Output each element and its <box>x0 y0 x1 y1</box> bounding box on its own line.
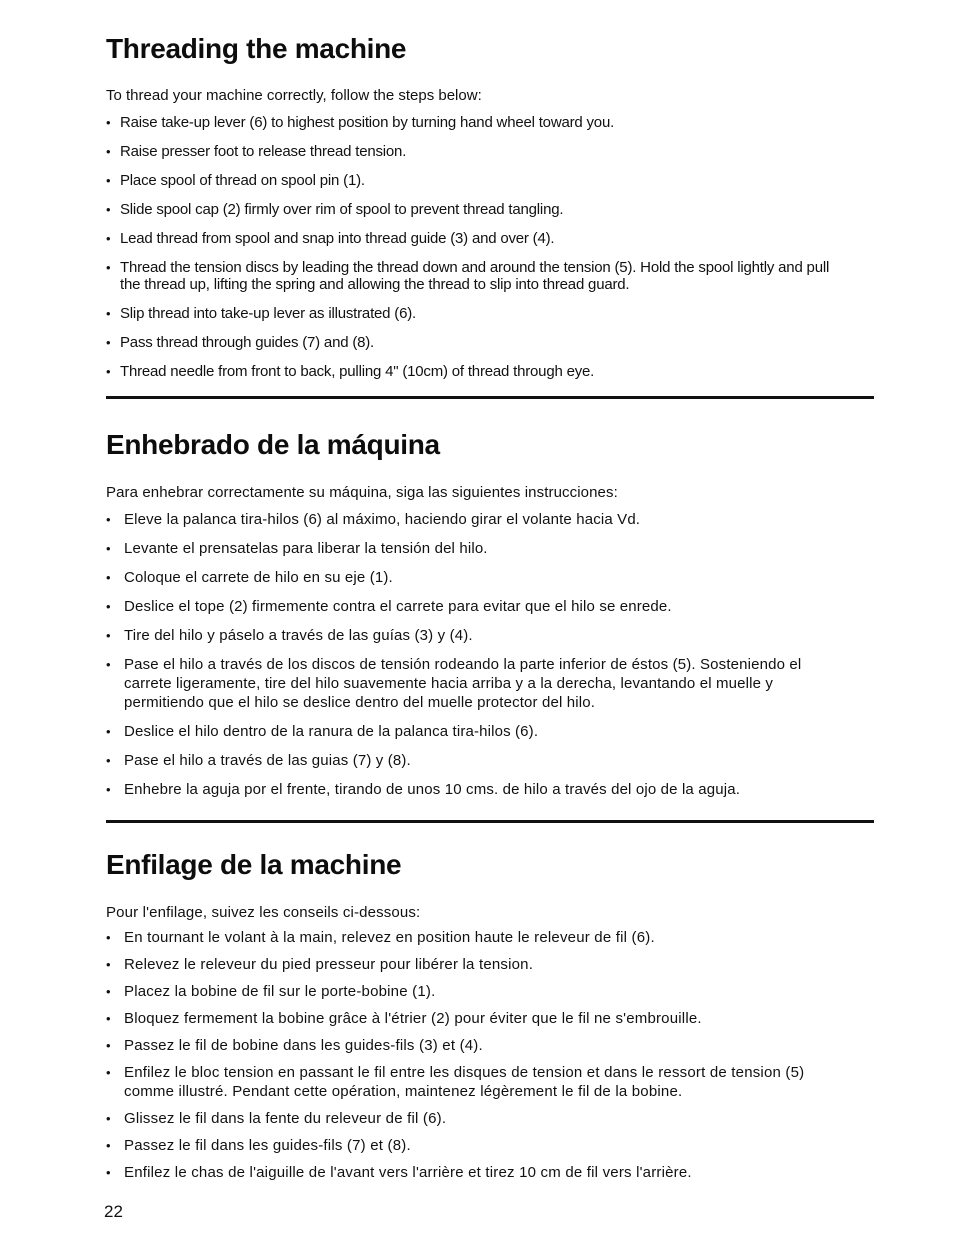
step-text: Pass thread through guides (7) and (8). <box>120 334 375 351</box>
section-spanish <box>106 428 846 799</box>
step-text: Placez la bobine de fil sur le porte-bobine (1). <box>124 983 436 1000</box>
step-text: Pase el hilo a través de las guias (7) y (8). <box>124 752 411 769</box>
step-text: Bloquez fermement la bobine grâce à l'étrier (2) pour éviter que le fil ne s'embrouille. <box>124 1010 702 1027</box>
bullet-icon: • <box>106 1165 111 1180</box>
step-item <box>106 655 846 712</box>
bullet-icon: • <box>106 260 111 275</box>
step-item <box>106 1063 846 1101</box>
step-item <box>106 955 846 974</box>
step-item <box>106 363 846 380</box>
bullet-icon: • <box>106 724 111 739</box>
step-item <box>106 305 846 322</box>
bullet-icon: • <box>106 1011 111 1026</box>
step-text: Raise take-up lever (6) to highest position by turning hand wheel toward you. <box>120 114 615 131</box>
step-text: Place spool of thread on spool pin (1). <box>120 172 365 189</box>
step-text: Eleve la palanca tira-hilos (6) al máximo, haciendo girar el volante hacia Vd. <box>124 511 641 528</box>
bullet-icon: • <box>106 144 111 159</box>
step-item <box>106 928 846 947</box>
step-text: Coloque el carrete de hilo en su eje (1). <box>124 569 393 586</box>
bullet-icon: • <box>106 957 111 972</box>
bullet-icon: • <box>106 512 111 527</box>
step-text: Deslice el hilo dentro de la ranura de la palanca tira-hilos (6). <box>124 723 539 740</box>
section-french <box>106 848 846 1182</box>
page-number: 22 <box>104 1202 123 1221</box>
bullet-icon: • <box>106 1038 111 1053</box>
step-item <box>106 626 846 645</box>
section-divider <box>106 396 874 399</box>
step-item <box>106 722 846 741</box>
step-item <box>106 1109 846 1128</box>
step-text: Raise presser foot to release thread tension. <box>120 143 407 160</box>
step-item <box>106 597 846 616</box>
section-heading: Enfilage de la machine <box>106 849 402 880</box>
section-intro: To thread your machine correctly, follow the steps below: <box>106 87 482 104</box>
step-text: Enfilez le chas de l'aiguille de l'avant vers l'arrière et tirez 10 cm de fil vers l'arrière. <box>124 1164 692 1181</box>
step-text: Slip thread into take-up lever as illustrated (6). <box>120 305 416 322</box>
bullet-icon: • <box>106 930 111 945</box>
step-item <box>106 539 846 558</box>
step-item <box>106 259 846 293</box>
step-text: Levante el prensatelas para liberar la tensión del hilo. <box>124 540 488 557</box>
step-item <box>106 982 846 1001</box>
step-text: Pase el hilo a través de los discos de tensión rodeando la parte inferior de éstos (5). Sosteniendo el carrete ligeramente, tire del hilo suavemente hacia arriba y a la derecha, levantando el muelle y permitiendo que el hilo se deslice dentro del muelle protector del hilo. <box>124 656 802 711</box>
step-text: Relevez le releveur du pied presseur pour libérer la tension. <box>124 956 534 973</box>
bullet-icon: • <box>106 173 111 188</box>
step-item <box>106 201 846 218</box>
step-item <box>106 1163 846 1182</box>
section-intro: Pour l'enfilage, suivez les conseils ci-dessous: <box>106 904 421 921</box>
step-text: Thread the tension discs by leading the thread down and around the tension (5). Hold the spool lightly and pull the thread up, lifting the spring and allowing the thread to slip into thread guard. <box>120 259 830 293</box>
bullet-icon: • <box>106 231 111 246</box>
bullet-icon: • <box>106 335 111 350</box>
step-item <box>106 230 846 247</box>
bullet-icon: • <box>106 657 111 672</box>
bullet-icon: • <box>106 570 111 585</box>
step-item <box>106 143 846 160</box>
step-item <box>106 114 846 131</box>
step-item <box>106 1036 846 1055</box>
bullet-icon: • <box>106 782 111 797</box>
section-intro: Para enhebrar correctamente su máquina, siga las siguientes instrucciones: <box>106 484 618 501</box>
steps-list <box>106 928 846 1182</box>
section-english <box>106 32 846 380</box>
bullet-icon: • <box>106 599 111 614</box>
steps-list <box>106 510 846 799</box>
bullet-icon: • <box>106 1065 111 1080</box>
bullet-icon: • <box>106 541 111 556</box>
bullet-icon: • <box>106 1138 111 1153</box>
step-item <box>106 1009 846 1028</box>
step-text: Thread needle from front to back, pulling 4" (10cm) of thread through eye. <box>120 363 595 380</box>
step-text: Passez le fil dans les guides-fils (7) et (8). <box>124 1137 411 1154</box>
step-text: Enhebre la aguja por el frente, tirando de unos 10 cms. de hilo a través del ojo de la aguja. <box>124 781 741 798</box>
bullet-icon: • <box>106 628 111 643</box>
step-text: Slide spool cap (2) firmly over rim of spool to prevent thread tangling. <box>120 201 564 218</box>
section-divider <box>106 820 874 823</box>
step-text: Passez le fil de bobine dans les guides-fils (3) et (4). <box>124 1037 483 1054</box>
step-text: Deslice el tope (2) firmemente contra el carrete para evitar que el hilo se enrede. <box>124 598 672 615</box>
step-item <box>106 751 846 770</box>
step-item <box>106 780 846 799</box>
bullet-icon: • <box>106 115 111 130</box>
bullet-icon: • <box>106 984 111 999</box>
step-text: Lead thread from spool and snap into thread guide (3) and over (4). <box>120 230 555 247</box>
bullet-icon: • <box>106 306 111 321</box>
bullet-icon: • <box>106 753 111 768</box>
section-heading: Threading the machine <box>106 33 407 64</box>
step-text: Enfilez le bloc tension en passant le fil entre les disques de tension et dans le ressort de tension (5) comme illustré. Pendant cette opération, maintenez légèrement le fil de la bobine. <box>124 1064 805 1100</box>
bullet-icon: • <box>106 1111 111 1126</box>
step-item <box>106 334 846 351</box>
step-text: Tire del hilo y páselo a través de las guías (3) y (4). <box>124 627 473 644</box>
bullet-icon: • <box>106 364 111 379</box>
step-text: En tournant le volant à la main, relevez en position haute le releveur de fil (6). <box>124 929 655 946</box>
step-item <box>106 568 846 587</box>
steps-list <box>106 114 846 380</box>
step-item <box>106 1136 846 1155</box>
step-item <box>106 510 846 529</box>
bullet-icon: • <box>106 202 111 217</box>
step-item <box>106 172 846 189</box>
section-heading: Enhebrado de la máquina <box>106 429 440 460</box>
step-text: Glissez le fil dans la fente du releveur de fil (6). <box>124 1110 447 1127</box>
